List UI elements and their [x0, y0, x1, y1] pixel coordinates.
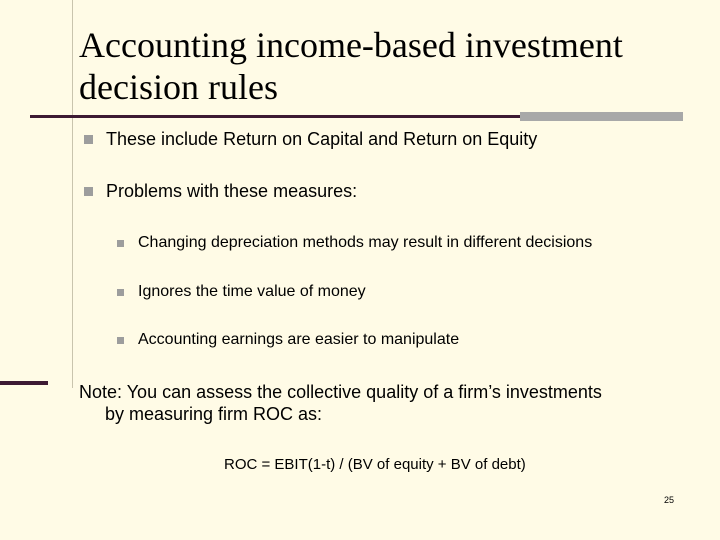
- page-number: 25: [664, 495, 675, 505]
- roc-formula: ROC = EBIT(1-t) / (BV of equity + BV of debt): [224, 456, 526, 473]
- title-underline: [30, 115, 520, 118]
- sub-bullet-text: Ignores the time value of money: [138, 283, 366, 300]
- bullet-text: These include Return on Capital and Return on Equity: [106, 129, 538, 149]
- decorative-left-bar: [0, 381, 48, 385]
- note-line: Note: You can assess the collective quality of a firm’s investments: [79, 382, 602, 402]
- slide-title: Accounting income-based investment decision rules: [79, 25, 623, 107]
- note-line-continued: by measuring firm ROC as:: [105, 404, 323, 424]
- sub-bullet-text: Accounting earnings are easier to manipulate: [138, 331, 460, 348]
- decorative-vertical-line: [72, 0, 73, 388]
- square-bullet-icon: [117, 240, 124, 247]
- bullet-item: [84, 181, 357, 202]
- sub-bullet-item: [117, 283, 366, 301]
- title-underline-accent: [520, 112, 683, 121]
- bullet-item: [84, 129, 537, 150]
- sub-bullet-item: [117, 234, 592, 252]
- square-bullet-icon: [84, 135, 93, 144]
- square-bullet-icon: [117, 337, 124, 344]
- note-paragraph: [79, 381, 699, 425]
- bullet-text: Problems with these measures:: [106, 181, 358, 201]
- square-bullet-icon: [117, 289, 124, 296]
- square-bullet-icon: [84, 187, 93, 196]
- sub-bullet-item: [117, 331, 459, 349]
- sub-bullet-text: Changing depreciation methods may result in different decisions: [138, 234, 593, 251]
